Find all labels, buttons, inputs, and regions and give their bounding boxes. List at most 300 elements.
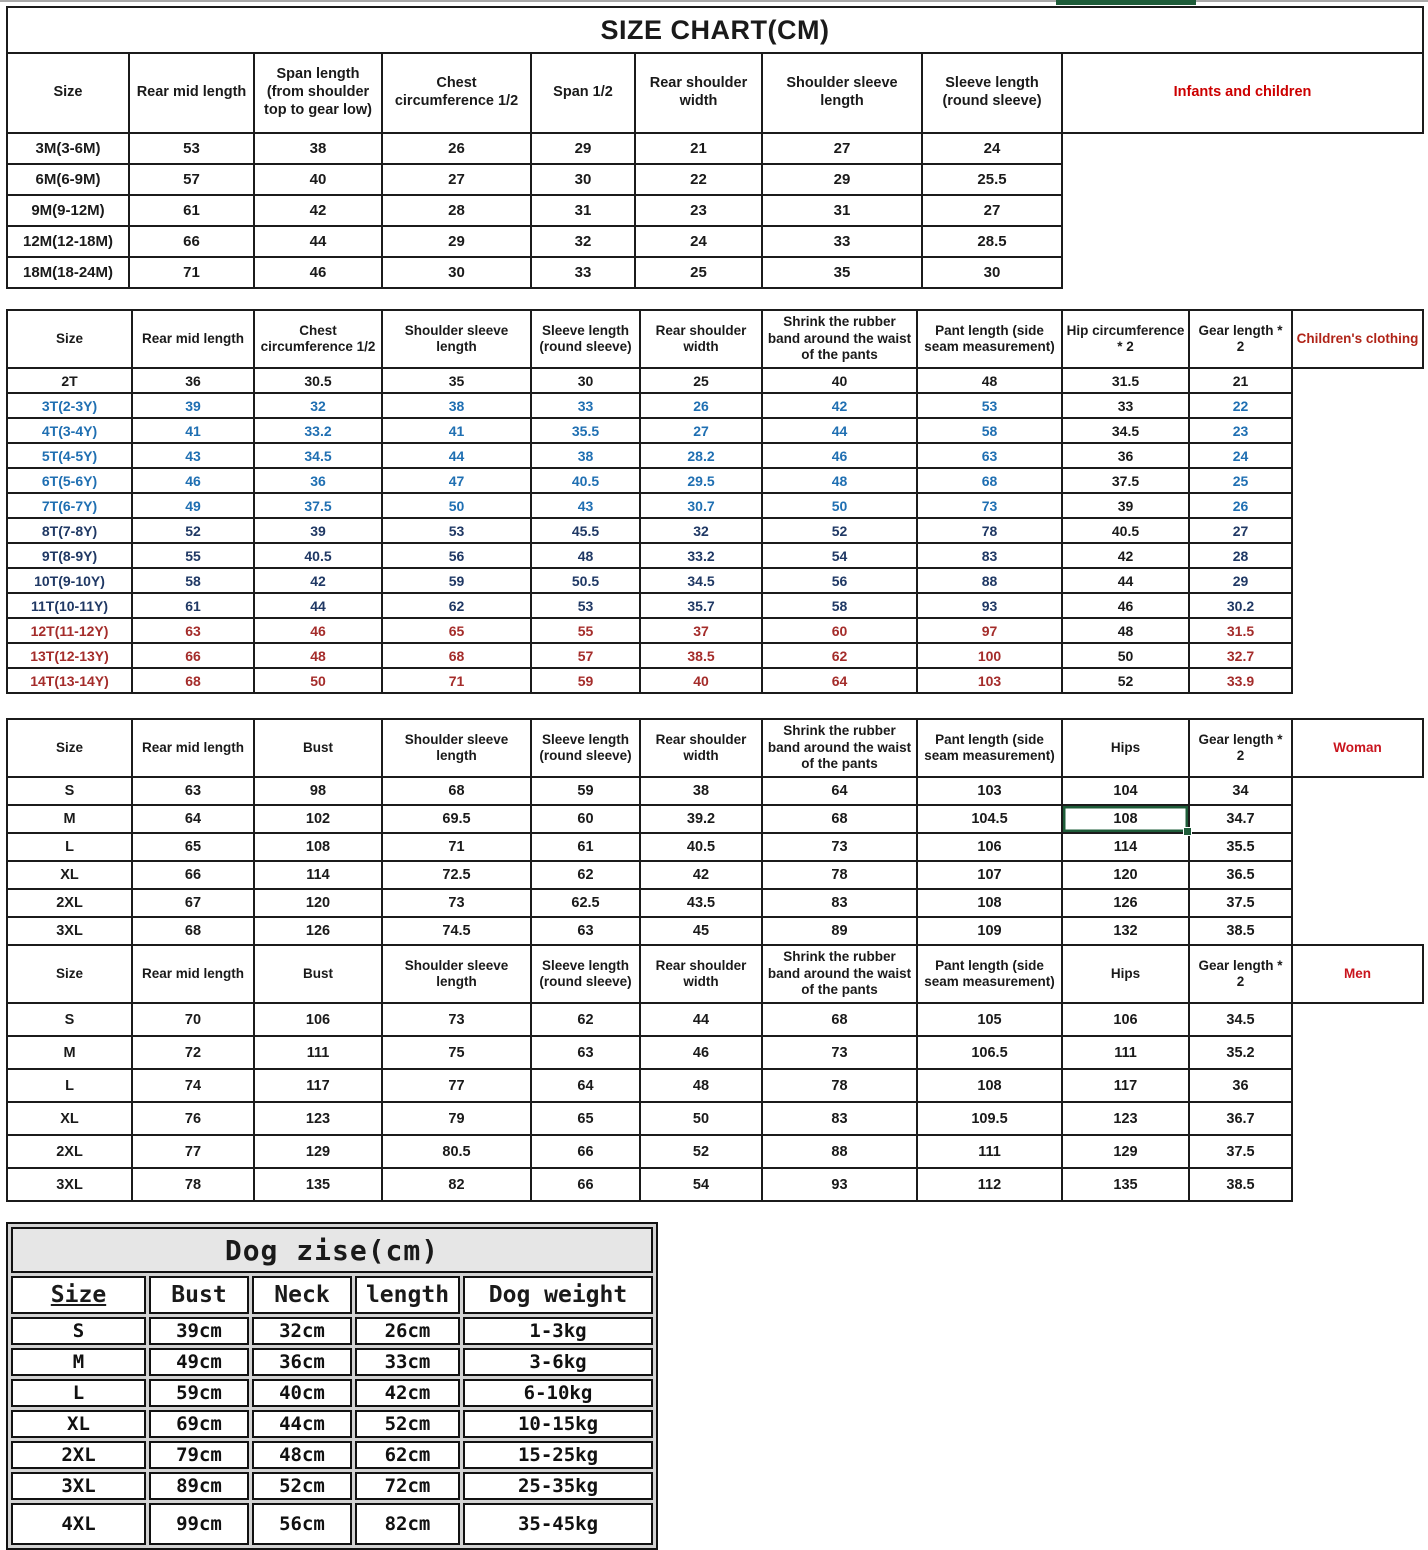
size-row-label: 7T(6-7Y) [7,493,132,518]
table-row [7,889,1423,917]
cell: 35-45kg [463,1503,653,1545]
size-row-label: L [11,1379,146,1407]
cell: 62cm [355,1441,460,1469]
cell: 48 [1062,618,1189,643]
table-row [7,618,1423,643]
cell: 38 [640,777,762,805]
table-row [7,257,1423,288]
cell: 30.7 [640,493,762,518]
cell: 53 [917,393,1062,418]
cell: 45.5 [531,518,640,543]
dog-table-title: Dog zise(cm) [11,1227,653,1273]
cell: 123 [1062,1102,1189,1135]
cell: 71 [382,668,531,693]
cell: 43.5 [640,889,762,917]
cell: 64 [762,668,917,693]
cell: 54 [640,1168,762,1201]
cell: 27 [762,133,922,164]
cell: 66 [531,1168,640,1201]
cell: 40 [254,164,382,195]
cell: 32 [254,393,382,418]
cell: 135 [254,1168,382,1201]
cell: 68 [382,777,531,805]
cell: 25.5 [922,164,1062,195]
cell: 55 [132,543,254,568]
cell: 52cm [252,1472,352,1500]
cell: 36 [1062,443,1189,468]
column-header: Sleeve length (round sleeve) [922,53,1062,133]
column-header: Hips [1062,719,1189,777]
cell: 30 [382,257,531,288]
column-header: Bust [254,945,382,1003]
cell: 29 [1189,568,1292,593]
cell: 68 [132,917,254,945]
cell: 74 [132,1069,254,1102]
cell: 23 [1189,418,1292,443]
cell: 103 [917,668,1062,693]
cell: 65 [132,833,254,861]
cell: 40.5 [254,543,382,568]
cell: 62 [382,593,531,618]
cell: 55 [531,618,640,643]
cell: 40cm [252,1379,352,1407]
column-header: Chest circumference 1/2 [382,53,531,133]
size-row-label: 9T(8-9Y) [7,543,132,568]
cell: 27 [1189,518,1292,543]
cell: 34.7 [1189,805,1292,833]
table-row [7,1102,1423,1135]
cell: 35.5 [1189,833,1292,861]
cell: 35 [762,257,922,288]
cell: 27 [640,418,762,443]
cell: 46 [1062,593,1189,618]
cell: 33 [531,257,635,288]
cell: 61 [531,833,640,861]
cell: 50.5 [531,568,640,593]
header-row [7,53,1423,133]
size-row-label: S [7,1003,132,1036]
cell: 50 [762,493,917,518]
cell: 103 [917,777,1062,805]
cell: 104.5 [917,805,1062,833]
column-header: Pant length (side seam measurement) [917,719,1062,777]
column-header: Span length (from shoulder top to gear low) [254,53,382,133]
cell: 66 [129,226,254,257]
cell: 35.5 [531,418,640,443]
column-header: Rear shoulder width [640,719,762,777]
cell: 77 [382,1069,531,1102]
cell: 47 [382,468,531,493]
size-row-label: 4T(3-4Y) [7,418,132,443]
cell: 1-3kg [463,1317,653,1345]
table-row [7,543,1423,568]
sheet-top-border [0,0,1428,2]
cell: 80.5 [382,1135,531,1168]
cell: 111 [917,1135,1062,1168]
cell: 50 [382,493,531,518]
size-row-label: S [7,777,132,805]
cell: 82cm [355,1503,460,1545]
cell: 33 [762,226,922,257]
column-header: Bust [254,719,382,777]
cell: 93 [762,1168,917,1201]
cell: 83 [762,889,917,917]
table-row [7,593,1423,618]
cell: 52 [1062,668,1189,693]
column-header: Rear shoulder width [635,53,762,133]
cell: 30 [922,257,1062,288]
cell: 106.5 [917,1036,1062,1069]
cell: 32cm [252,1317,352,1345]
cell: 78 [132,1168,254,1201]
column-header: Shrink the rubber band around the waist of the pants [762,719,917,777]
cell: 106 [254,1003,382,1036]
cell: 24 [635,226,762,257]
cell: 3-6kg [463,1348,653,1376]
cell: 107 [917,861,1062,889]
cell: 52 [762,518,917,543]
cell: 61 [129,195,254,226]
cell: 59 [531,668,640,693]
table-row [7,1168,1423,1201]
cell: 58 [917,418,1062,443]
column-header: Size [7,719,132,777]
cell: 36cm [252,1348,352,1376]
cell: 46 [640,1036,762,1069]
cell: 108 [1062,805,1189,833]
cell: 61 [132,593,254,618]
cell: 6-10kg [463,1379,653,1407]
section-label: Men [1292,945,1423,1003]
cell: 53 [129,133,254,164]
cell: 48cm [252,1441,352,1469]
cell: 135 [1062,1168,1189,1201]
cell: 123 [254,1102,382,1135]
cell: 46 [762,443,917,468]
cell: 48 [254,643,382,668]
size-row-label: M [11,1348,146,1376]
cell: 33.2 [640,543,762,568]
cell: 72 [132,1036,254,1069]
size-row-label: 18M(18-24M) [7,257,129,288]
cell: 44 [254,226,382,257]
column-header: Hips [1062,945,1189,1003]
cell: 68 [762,1003,917,1036]
table-row [7,443,1423,468]
cell: 78 [917,518,1062,543]
column-header: Shoulder sleeve length [382,945,531,1003]
cell: 34.5 [254,443,382,468]
cell: 79 [382,1102,531,1135]
table-row [7,1135,1423,1168]
cell: 30 [531,164,635,195]
cell: 39 [132,393,254,418]
column-header: Pant length (side seam measurement) [917,945,1062,1003]
cell: 126 [254,917,382,945]
cell: 70 [132,1003,254,1036]
cell: 60 [531,805,640,833]
size-row-label: 8T(7-8Y) [7,518,132,543]
table-row [11,1441,653,1469]
cell: 38 [531,443,640,468]
size-row-label: L [7,1069,132,1102]
cell: 21 [1189,368,1292,393]
size-row-label: 3XL [11,1472,146,1500]
table-row [11,1410,653,1438]
cell: 31 [762,195,922,226]
cell: 34.5 [1062,418,1189,443]
cell: 50 [640,1102,762,1135]
children-table [6,309,1424,694]
cell: 34.5 [640,568,762,593]
column-header: Size [11,1276,146,1314]
cell: 63 [132,618,254,643]
table-row [7,164,1423,195]
cell: 24 [1189,443,1292,468]
cell: 44 [254,593,382,618]
cell: 99cm [149,1503,249,1545]
cell: 40.5 [640,833,762,861]
cell: 117 [254,1069,382,1102]
cell: 66 [132,643,254,668]
cell: 29 [762,164,922,195]
cell: 37.5 [1062,468,1189,493]
cell: 32 [640,518,762,543]
table-row [7,568,1423,593]
cell: 73 [917,493,1062,518]
table-row [11,1503,653,1545]
cell: 30.5 [254,368,382,393]
cell: 57 [531,643,640,668]
title-row [7,7,1423,53]
column-header: Pant length (side seam measurement) [917,310,1062,368]
cell: 15-25kg [463,1441,653,1469]
cell: 71 [129,257,254,288]
table-row [7,195,1423,226]
cell: 78 [762,1069,917,1102]
cell: 53 [531,593,640,618]
size-row-label: XL [11,1410,146,1438]
cell: 48 [917,368,1062,393]
cell: 68 [762,805,917,833]
cell: 42 [254,568,382,593]
cell: 76 [132,1102,254,1135]
table-row [7,133,1423,164]
size-row-label: 3M(3-6M) [7,133,129,164]
cell: 67 [132,889,254,917]
cell: 26 [640,393,762,418]
cell: 37.5 [1189,1135,1292,1168]
cell: 98 [254,777,382,805]
table-row [11,1379,653,1407]
size-row-label: 12M(12-18M) [7,226,129,257]
cell: 102 [254,805,382,833]
cell: 63 [132,777,254,805]
cell: 38 [254,133,382,164]
cell: 31.5 [1062,368,1189,393]
cell: 29 [531,133,635,164]
cell: 83 [762,1102,917,1135]
cell: 69cm [149,1410,249,1438]
cell: 25 [635,257,762,288]
cell: 39 [254,518,382,543]
cell: 114 [1062,833,1189,861]
table-row [7,418,1423,443]
cell: 42 [254,195,382,226]
table-row [7,1003,1423,1036]
cell: 97 [917,618,1062,643]
cell: 109.5 [917,1102,1062,1135]
cell: 40 [762,368,917,393]
column-header: Sleeve length (round sleeve) [531,719,640,777]
cell: 56cm [252,1503,352,1545]
cell: 42 [762,393,917,418]
column-header: Shoulder sleeve length [762,53,922,133]
cell: 45 [640,917,762,945]
cell: 52cm [355,1410,460,1438]
table-row [11,1348,653,1376]
cell: 22 [1189,393,1292,418]
table-row [7,468,1423,493]
column-header: Size [7,53,129,133]
table-row [7,393,1423,418]
excel-selection-highlight [1056,0,1196,5]
cell: 48 [762,468,917,493]
cell: 73 [382,1003,531,1036]
column-header: Hip circumference * 2 [1062,310,1189,368]
cell: 66 [132,861,254,889]
dog-size-table [6,1222,658,1550]
cell: 34.5 [1189,1003,1292,1036]
column-header: Rear mid length [132,719,254,777]
size-row-label: 9M(9-12M) [7,195,129,226]
cell: 109 [917,917,1062,945]
size-row-label: 14T(13-14Y) [7,668,132,693]
cell: 62 [531,861,640,889]
size-row-label: 3XL [7,1168,132,1201]
column-header: length [355,1276,460,1314]
size-row-label: 3T(2-3Y) [7,393,132,418]
cell: 26 [382,133,531,164]
cell: 48 [640,1069,762,1102]
table-row [7,518,1423,543]
cell: 28 [382,195,531,226]
cell: 31.5 [1189,618,1292,643]
size-row-label: M [7,805,132,833]
cell: 59cm [149,1379,249,1407]
cell: 62 [531,1003,640,1036]
column-header: Shoulder sleeve length [382,719,531,777]
column-header: Rear shoulder width [640,310,762,368]
cell: 112 [917,1168,1062,1201]
cell: 41 [132,418,254,443]
cell: 71 [382,833,531,861]
cell: 35 [382,368,531,393]
cell: 73 [762,833,917,861]
cell: 35.7 [640,593,762,618]
cell: 106 [1062,1003,1189,1036]
cell: 104 [1062,777,1189,805]
cell: 111 [254,1036,382,1069]
size-row-label: 2XL [7,1135,132,1168]
cell: 60 [762,618,917,643]
cell: 49cm [149,1348,249,1376]
cell: 52 [132,518,254,543]
cell: 31 [531,195,635,226]
cell: 34 [1189,777,1292,805]
cell: 39 [1062,493,1189,518]
table-row [7,493,1423,518]
table-row [7,1036,1423,1069]
cell: 108 [917,1069,1062,1102]
cell: 58 [132,568,254,593]
cell: 44 [640,1003,762,1036]
column-header: Span 1/2 [531,53,635,133]
cell: 63 [917,443,1062,468]
table-row [11,1472,653,1500]
cell: 38 [382,393,531,418]
column-header: Shrink the rubber band around the waist of the pants [762,310,917,368]
cell: 49 [132,493,254,518]
size-row-label: 12T(11-12Y) [7,618,132,643]
infants-table [6,6,1424,289]
cell: 36 [132,368,254,393]
cell: 36 [254,468,382,493]
cell: 44cm [252,1410,352,1438]
cell: 66 [531,1135,640,1168]
cell: 77 [132,1135,254,1168]
table-row [7,668,1423,693]
cell: 74.5 [382,917,531,945]
column-header: Rear mid length [132,310,254,368]
cell: 36.7 [1189,1102,1292,1135]
size-row-label: 3XL [7,917,132,945]
column-header: Shrink the rubber band around the waist of the pants [762,945,917,1003]
header-row [7,310,1423,368]
cell: 129 [1062,1135,1189,1168]
cell: 79cm [149,1441,249,1469]
cell: 126 [1062,889,1189,917]
cell: 100 [917,643,1062,668]
table-row [7,226,1423,257]
cell: 25 [1189,468,1292,493]
table-row [7,805,1423,833]
cell: 23 [635,195,762,226]
cell: 64 [531,1069,640,1102]
cell: 46 [132,468,254,493]
cell: 10-15kg [463,1410,653,1438]
header-row [11,1276,653,1314]
dog-title-row [11,1227,653,1273]
cell: 108 [254,833,382,861]
cell: 25 [640,368,762,393]
size-row-label: L [7,833,132,861]
column-header: Sleeve length (round sleeve) [531,945,640,1003]
cell: 38.5 [1189,917,1292,945]
header-row [7,719,1423,777]
cell: 25-35kg [463,1472,653,1500]
cell: 50 [1062,643,1189,668]
cell: 64 [132,805,254,833]
cell: 63 [531,917,640,945]
cell: 72cm [355,1472,460,1500]
cell: 32 [531,226,635,257]
woman-table [6,718,1424,946]
column-header: Sleeve length (round sleeve) [531,310,640,368]
table-row [11,1317,653,1345]
cell: 27 [382,164,531,195]
cell: 48 [531,543,640,568]
